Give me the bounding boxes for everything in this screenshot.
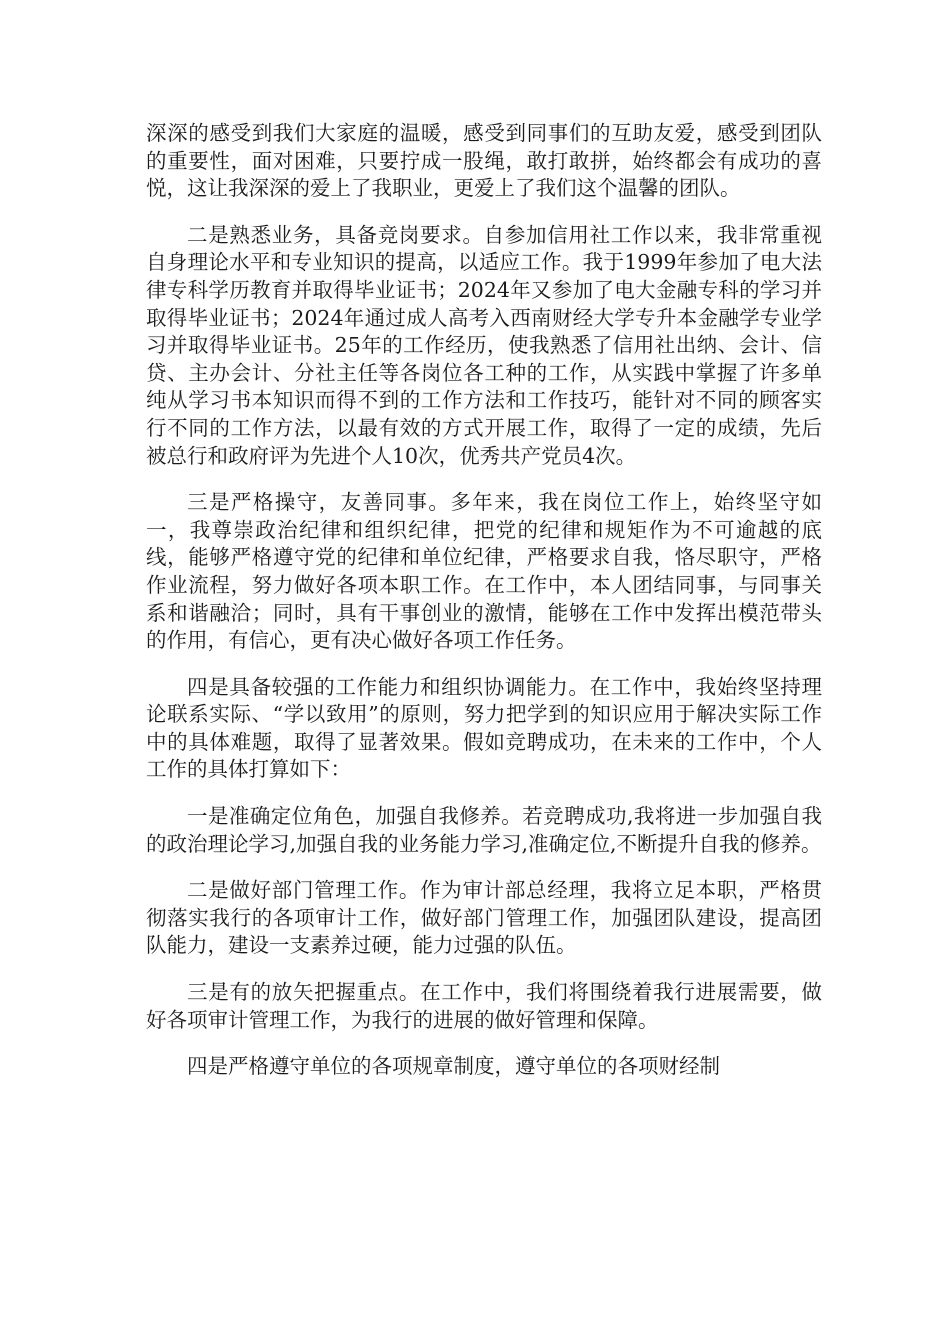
paragraph-8: 四是严格遵守单位的各项规章制度，遵守单位的各项财经制: [187, 1054, 720, 1079]
paragraph-3: 三是严格操守，友善同事。多年来，我在岗位工作上，始终坚守如一，我尊崇政治纪律和组织纪律，把党的纪律和规矩作为不可逾越的底线，能够严格遵守党的纪律和单位纪律，严格要求自我，恪尽职守，严格作业流程，努力做好各项本职工作。在工作中，本人团结同事，与同事关系和谐融洽；同时，具有干事创业的激情，能够在工作中发挥出模范带头的作用，有信心，更有决心做好各项工作任务。: [146, 490, 822, 653]
paragraph-4: 四是具备较强的工作能力和组织协调能力。在工作中，我始终坚持理论联系实际、“学以致用”的原则，努力把学到的知识应用于解决实际工作中的具体难题，取得了显著效果。假如竞聘成功，在未来的工作中，个人工作的具体打算如下：: [146, 674, 822, 782]
paragraph-1: 深深的感受到我们大家庭的温暖，感受到同事们的互助友爱，感受到团队的重要性，面对困难，只要拧成一股绳，敢打敢拼，始终都会有成功的喜悦，这让我深深的爱上了我职业，更爱上了我们这个温馨的团队。: [146, 121, 822, 201]
document-body: [146, 120, 822, 1100]
paragraph-6: 二是做好部门管理工作。作为审计部总经理，我将立足本职，严格贯彻落实我行的各项审计工作，做好部门管理工作，加强团队建设，提高团队能力，建设一支素养过硬，能力过强的队伍。: [146, 878, 822, 958]
paragraph-7: 三是有的放矢把握重点。在工作中，我们将围绕着我行进展需要，做好各项审计管理工作，为我行的进展的做好管理和保障。: [146, 980, 822, 1032]
paragraph-2: 二是熟悉业务，具备竞岗要求。自参加信用社工作以来，我非常重视自身理论水平和专业知识的提高，以适应工作。我于1999年参加了电大法律专科学历教育并取得毕业证书；2024年又参加了电大金融专科的学习并取得毕业证书；2024年通过成人高考入西南财经大学专升本金融学专业学习并取得毕业证书。25年的工作经历，使我熟悉了信用社出纳、会计、信贷、主办会计、分社主任等各岗位各工种的工作，从实践中掌握了许多单纯从学习书本知识而得不到的工作方法和工作技巧，能针对不同的顾客实行不同的工作方法，以最有效的方式开展工作，取得了一定的成绩，先后被总行和政府评为先进个人10次，优秀共产党员4次。: [146, 222, 822, 468]
paragraph-5: 一是准确定位角色，加强自我修养。若竞聘成功,我将进一步加强自我的政治理论学习,加强自我的业务能力学习,准确定位,不断提升自我的修养。: [146, 804, 822, 856]
